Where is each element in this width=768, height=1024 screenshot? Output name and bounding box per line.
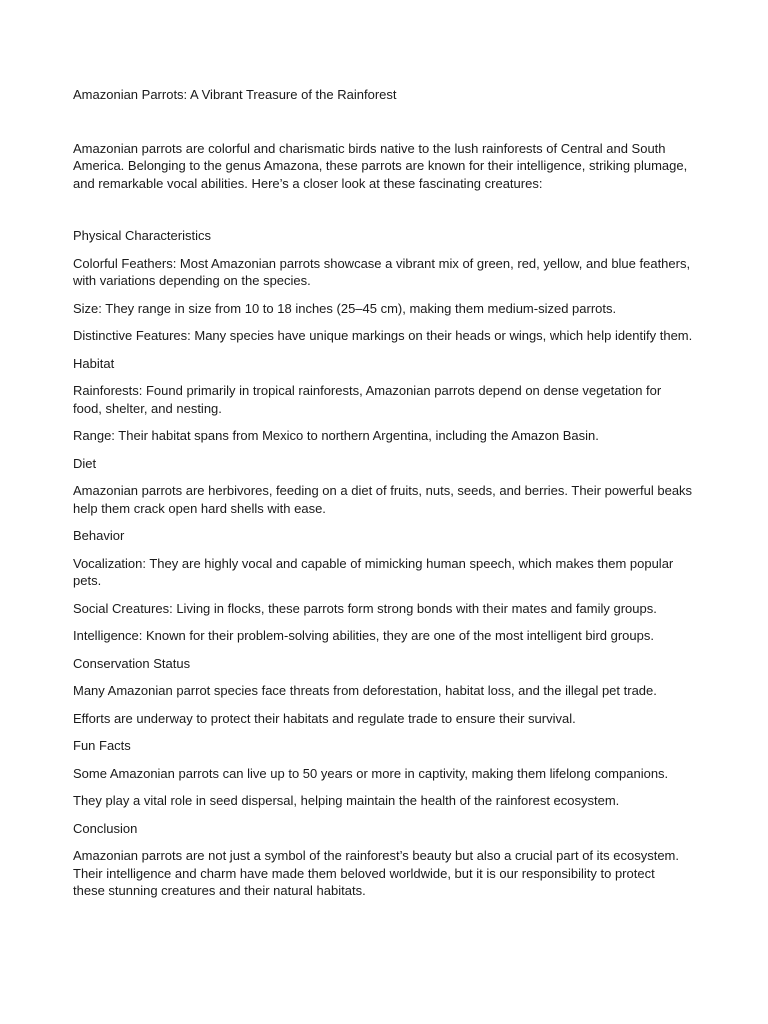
paragraph-line: Vocalization: They are highly vocal and capable of mimicking human speech, which makes them popular (73, 555, 674, 571)
section-paragraph (73, 255, 698, 290)
paragraph-line: food, shelter, and nesting. (73, 400, 222, 416)
paragraph-line: Distinctive Features: Many species have unique markings on their heads or wings, which help identify them. (73, 328, 693, 343)
paragraph-line: Many Amazonian parrot species face threats from deforestation, habitat loss, and the illegal pet trade. (73, 683, 657, 698)
section-paragraph (73, 382, 698, 417)
section-paragraph (73, 627, 698, 645)
intro-line: America. Belonging to the genus Amazona, these parrots are known for their intelligence, striking plumage, (73, 158, 688, 173)
section-heading: Behavior (73, 528, 125, 543)
paragraph-line: help them crack open hard shells with ease. (73, 500, 326, 516)
paragraph-line: Rainforests: Found primarily in tropical rainforests, Amazonian parrots depend on dense vegetation for (73, 383, 662, 398)
paragraph-line: Intelligence: Known for their problem-solving abilities, they are one of the most intelligent bird groups. (73, 628, 654, 643)
paragraph-line: Colorful Feathers: Most Amazonian parrots showcase a vibrant mix of green, red, yellow, and blue feathers, (73, 255, 691, 271)
section-heading: Conclusion (73, 820, 138, 836)
paragraph-line: Size: They range in size from 10 to 18 inches (25–45 cm), making them medium-sized parrots. (73, 300, 617, 316)
section-paragraph (73, 682, 698, 700)
section-heading: Fun Facts (73, 738, 131, 753)
sections-container (73, 227, 698, 900)
paragraph-line: pets. (73, 573, 102, 588)
section-paragraph (73, 327, 698, 345)
paragraph-line: these stunning creatures and their natural habitats. (73, 883, 366, 898)
section-paragraph (73, 710, 698, 728)
section-heading: Habitat (73, 355, 115, 371)
intro-paragraph (73, 140, 698, 193)
paragraph-line: Range: Their habitat spans from Mexico to northern Argentina, including the Amazon Basin. (73, 428, 599, 443)
section-paragraph (73, 792, 698, 810)
document-title: Amazonian Parrots: A Vibrant Treasure of the Rainforest (73, 87, 397, 102)
paragraph-line: Their intelligence and charm have made them beloved worldwide, but it is our responsibility to protect (73, 865, 655, 881)
paragraph-line: Efforts are underway to protect their habitats and regulate trade to ensure their survival. (73, 710, 576, 726)
section-paragraph (73, 427, 698, 445)
section-paragraph (73, 300, 698, 318)
intro-line: and remarkable vocal abilities. Here’s a closer look at these fascinating creatures: (73, 175, 543, 191)
paragraph-line: They play a vital role in seed dispersal, helping maintain the health of the rainforest ecosystem. (73, 793, 620, 808)
paragraph-line: Some Amazonian parrots can live up to 50 years or more in captivity, making them lifelong companions. (73, 765, 669, 781)
paragraph-line: with variations depending on the species. (73, 273, 311, 288)
paragraph-line: Amazonian parrots are herbivores, feeding on a diet of fruits, nuts, seeds, and berries. Their powerful beaks (73, 483, 693, 498)
section-paragraph (73, 765, 698, 783)
section-heading: Conservation Status (73, 655, 191, 671)
paragraph-line: Amazonian parrots are not just a symbol of the rainforest’s beauty but also a crucial part of its ecosystem. (73, 848, 679, 863)
section-paragraph (73, 482, 698, 517)
section-heading: Diet (73, 455, 97, 471)
intro-line: Amazonian parrots are colorful and charismatic birds native to the lush rainforests of Central and South (73, 140, 666, 156)
paragraph-line: Social Creatures: Living in flocks, these parrots form strong bonds with their mates and family groups. (73, 600, 657, 616)
section-paragraph (73, 847, 698, 900)
document-body (73, 86, 698, 910)
section-heading: Physical Characteristics (73, 228, 211, 243)
section-paragraph (73, 555, 698, 590)
section-paragraph (73, 600, 698, 618)
